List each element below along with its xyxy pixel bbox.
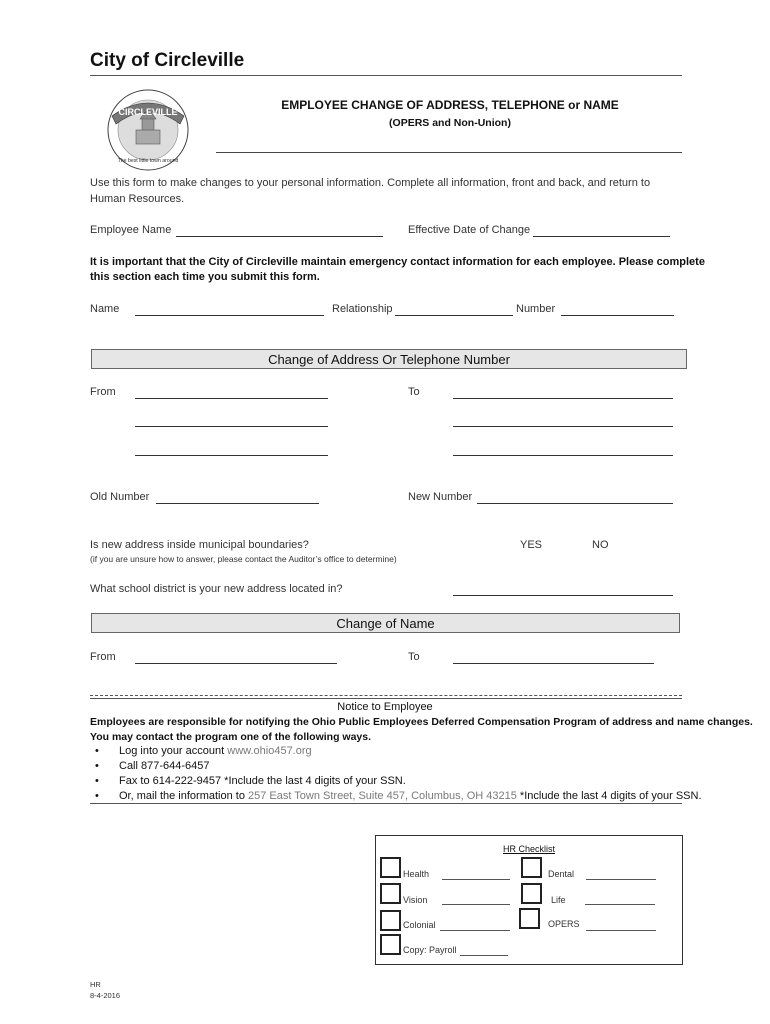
new-number-field[interactable] — [477, 503, 673, 504]
form-title: EMPLOYEE CHANGE OF ADDRESS, TELEPHONE or NAME — [281, 98, 619, 112]
address-from-line-2[interactable] — [135, 426, 328, 427]
copy-payroll-field[interactable] — [460, 955, 508, 956]
vision-field[interactable] — [442, 904, 510, 905]
new-number-label: New Number — [408, 491, 473, 503]
opers-field[interactable] — [586, 930, 656, 931]
old-number-label: Old Number — [90, 491, 150, 503]
address-from-line-1[interactable] — [135, 398, 328, 399]
notice-line-2: You may contact the program one of the following ways. — [90, 731, 372, 743]
emergency-notice-line-1: It is important that the City of Circleville maintain emergency contact information for each employee. Please complete — [90, 256, 705, 268]
bullet-icon: • — [95, 745, 99, 757]
health-checkbox[interactable] — [380, 857, 401, 878]
emergency-number-field[interactable] — [561, 315, 674, 316]
emergency-number-label: Number — [516, 303, 556, 315]
footer-date: 8-4-2016 — [90, 991, 121, 1000]
bullet-icon: • — [95, 760, 99, 772]
title-divider — [90, 75, 682, 76]
emergency-notice-line-2: this section each time you submit this form. — [90, 271, 320, 283]
notice-heading: Notice to Employee — [337, 701, 433, 713]
notice-bullet-1: Log into your account www.ohio457.org — [119, 745, 312, 757]
name-section-heading: Change of Name — [91, 613, 680, 633]
notice-bullet-4: Or, mail the information to 257 East Town Street, Suite 457, Columbus, OH 43215 *Include the last 4 digits of your SSN. — [119, 790, 702, 802]
emergency-name-label: Name — [90, 303, 120, 315]
notice-divider — [90, 698, 682, 699]
intro-line-1: Use this form to make changes to your personal information. Complete all information, front and back, and return to — [90, 177, 651, 189]
footer-dept: HR — [90, 980, 101, 989]
copy-payroll-checkbox[interactable] — [380, 934, 401, 955]
life-field[interactable] — [585, 904, 655, 905]
notice-bullet-2: Call 877-644-6457 — [119, 760, 210, 772]
vision-checkbox[interactable] — [380, 883, 401, 904]
address-section-heading: Change of Address Or Telephone Number — [91, 349, 687, 369]
effective-date-label: Effective Date of Change — [408, 224, 531, 236]
emergency-name-field[interactable] — [135, 315, 324, 316]
logo-banner-text: CIRCLEVILLE — [118, 107, 178, 117]
boundaries-question: Is new address inside municipal boundaries? — [90, 539, 309, 551]
vision-label: Vision — [403, 895, 428, 905]
city-title: City of Circleville — [90, 50, 245, 71]
bullet-icon: • — [95, 775, 99, 787]
boundaries-yes-option[interactable]: YES — [520, 539, 543, 551]
colonial-label: Colonial — [403, 920, 436, 930]
employee-name-field[interactable] — [176, 236, 383, 237]
relationship-label: Relationship — [332, 303, 393, 315]
address-from-label: From — [90, 386, 116, 398]
school-district-field[interactable] — [453, 595, 673, 596]
boundaries-note: (if you are unsure how to answer, please contact the Auditor’s office to determine) — [90, 554, 397, 564]
name-to-field[interactable] — [453, 663, 654, 664]
colonial-field[interactable] — [440, 930, 510, 931]
notice-line-1: Employees are responsible for notifying the Ohio Public Employees Deferred Compensation Program of address and name changes. — [90, 716, 753, 728]
address-to-line-1[interactable] — [453, 398, 673, 399]
school-district-question: What school district is your new address located in? — [90, 583, 343, 595]
colonial-checkbox[interactable] — [380, 910, 401, 931]
form-subtitle: (OPERS and Non-Union) — [389, 117, 511, 129]
address-to-line-2[interactable] — [453, 426, 673, 427]
name-to-label: To — [408, 651, 420, 663]
health-label: Health — [403, 869, 430, 879]
ohio457-link[interactable]: www.ohio457.org — [227, 745, 312, 757]
health-field[interactable] — [442, 879, 510, 880]
copy-payroll-label: Copy: Payroll — [403, 945, 457, 955]
effective-date-field[interactable] — [533, 236, 670, 237]
opers-label: OPERS — [548, 919, 580, 929]
old-number-field[interactable] — [156, 503, 319, 504]
name-from-field[interactable] — [135, 663, 337, 664]
life-checkbox[interactable] — [521, 883, 542, 904]
dental-field[interactable] — [586, 879, 656, 880]
life-label: Life — [551, 895, 566, 905]
notice-divider-dashed — [90, 695, 682, 696]
intro-line-2: Human Resources. — [90, 193, 185, 205]
mailing-address-link: 257 East Town Street, Suite 457, Columbus, OH 43215 — [248, 790, 517, 802]
relationship-field[interactable] — [395, 315, 513, 316]
address-to-line-3[interactable] — [453, 455, 673, 456]
employee-name-label: Employee Name — [90, 224, 172, 236]
notice-bullet-3: Fax to 614-222-9457 *Include the last 4 digits of your SSN. — [119, 775, 406, 787]
dental-label: Dental — [548, 869, 575, 879]
logo-tagline: The best little town around — [117, 158, 179, 164]
opers-checkbox[interactable] — [519, 908, 540, 929]
boundaries-no-option[interactable]: NO — [592, 539, 609, 551]
city-logo — [106, 88, 190, 172]
header-signature-line[interactable] — [216, 152, 682, 153]
hr-checklist-box — [375, 835, 683, 965]
notice-bottom-divider — [90, 803, 682, 804]
hr-checklist-title: HR Checklist — [502, 844, 555, 854]
bullet-icon: • — [95, 790, 99, 802]
dental-checkbox[interactable] — [521, 857, 542, 878]
address-to-label: To — [408, 386, 420, 398]
name-from-label: From — [90, 651, 116, 663]
address-from-line-3[interactable] — [135, 455, 328, 456]
